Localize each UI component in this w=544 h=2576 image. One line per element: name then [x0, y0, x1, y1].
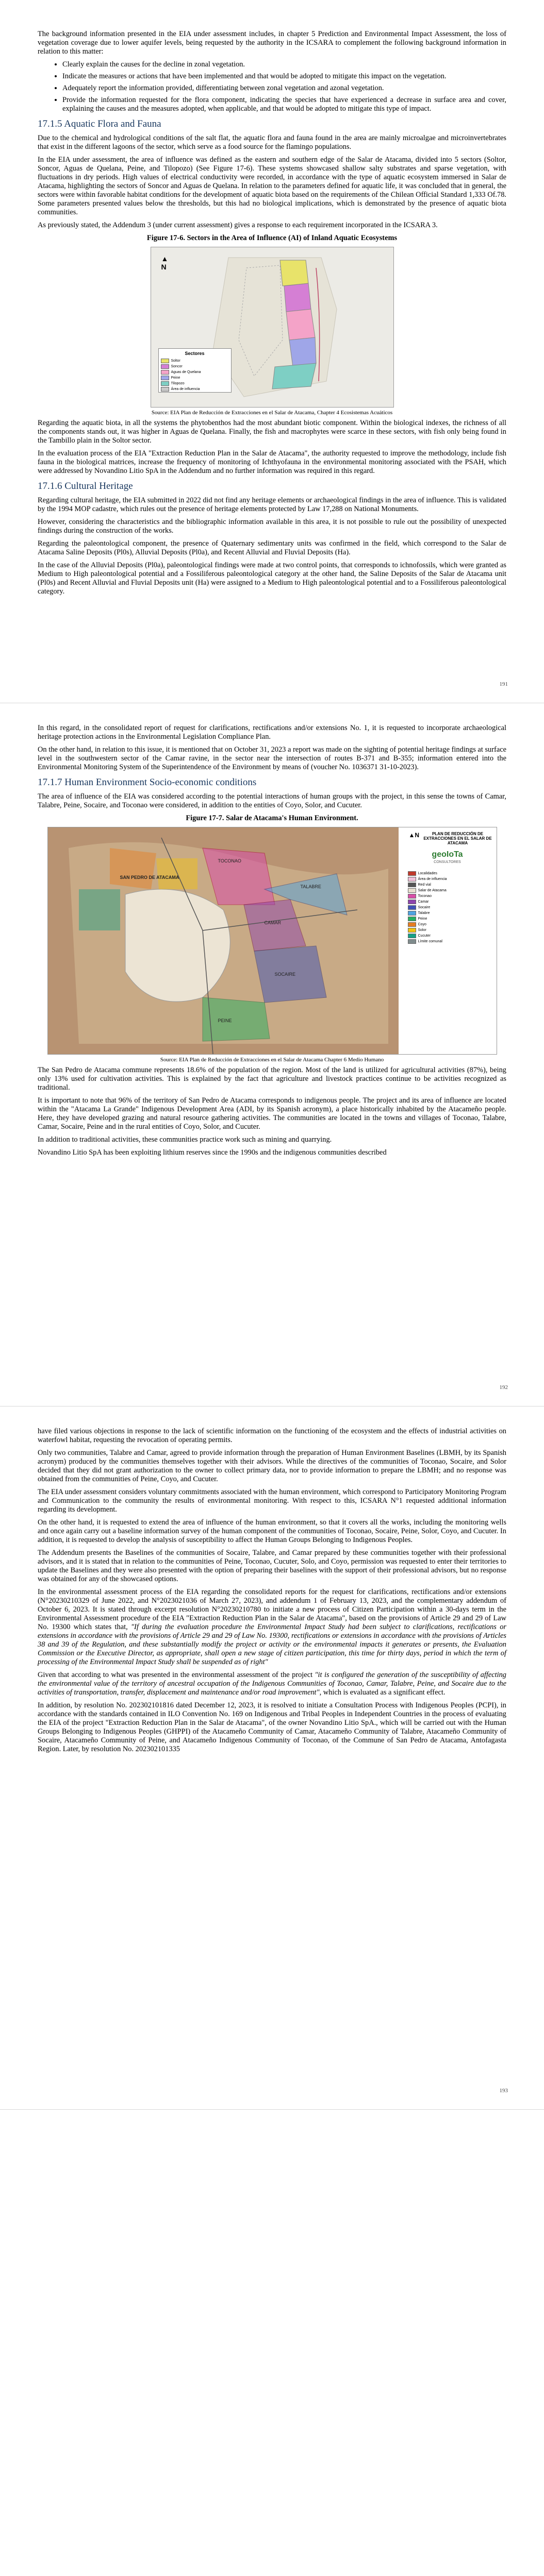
paragraph: Given that according to what was presented in the environmental assessment of the project "it is configured the generation of the susceptibility of affecting the environmental value of the territory of ancestral occupation of the Indigenous Communities of Toconao, Camar, Talabre, Peine, and Socaire due to the activities of transportation, transfer, displacement and maintenance and/or road improvement", which is evaluated as a significant effect.: [38, 1671, 506, 1697]
paragraph: On the other hand, in relation to this issue, it is mentioned that on October 31, 2023 a report was made on the sighting of potential heritage findings at surface level in the southwestern sector of the Camar ravine, in the sector near the intersection of routes B-371 and B-355; information entered into the Environmental Monitoring System of the Superintendence of the Environment by means of (voucher No. 1036371 31-10-2023).: [38, 745, 506, 771]
legend-item: Área de influencia: [159, 386, 231, 392]
sector-soltor: [280, 260, 308, 286]
paragraph: The San Pedro de Atacama commune represents 18.6% of the population of the region. Most of the land is utilized for agricultural activities (87%), being only 13% used for cultivation activities. This is explained by the fact that agriculture and livestock practices continue to be activities recognized as traditional.: [38, 1066, 506, 1092]
paragraph: The Addendum presents the Baselines of the communities of Socaire, Talabre, and Camar prepared by these communities together with their professional advisors, and it is stated that in relation to the communities of Peine, Toconao, Cucuter, Solo, and Coyo, permission was requested to enter their territories to update the Baselines and they were also presented with the option of preparing their baselines with the support of their professional advisors, but no response was obtained for any of the showcased options.: [38, 1549, 506, 1583]
town-label: SAN PEDRO DE ATACAMA: [120, 875, 179, 880]
list-item: • Clearly explain the causes for the decline in zonal vegetation.: [62, 60, 506, 69]
paragraph: In the EIA under assessment, the area of influence was defined as the eastern and southern edge of the Salar de Atacama, divided into 5 sectors (Soltor, Soncor, Aguas de Quelana, Peine, and Tilopozo) (See Figure 17-6). These systems showcased shallow salty substrates and sparse vegetation, with fluctuations in dry periods. High values of electrical conductivity were recorded, in accordance with the type of aquatic ecosystem immersed in Salar de Atacama, highlighting the sectors of Soncor and Aguas de Quelana. In relation to the parameters defined for aquatic life, it was concluded that in general, the sectors were within favorable habitat conditions for the development of aquatic biota based on the requirements of the Chilean Official Standard 1,333 Of.78. Some parameters presented values below the thresholds, but this had no biological implications, which is demonstrated by the presence of aquatic biota communities.: [38, 156, 506, 216]
paragraph: On the other hand, it is requested to extend the area of influence of the human environment, so that it covers all the works, including the monitoring wells and once again carry out a baseline information survey of the human component of the communities of Toconao, Socaire, Peine, Solor, Coyo, and Cucuter. In addition, it is requested to develop the analysis of susceptibility to affect the Human Groups Belonging to Indigenous Peoples.: [38, 1518, 506, 1544]
paragraph: As previously stated, the Addendum 3 (under current assessment) gives a response to each requirement incorporated in the ICSARA 3.: [38, 221, 438, 229]
legend-item: Salar de Atacama: [406, 888, 489, 893]
page-2: [0, 703, 544, 1406]
quoted-regulation: "If during the evaluation procedure the Environmental Impact Study had been subject to clarifications, rectifications or extensions in accordance with the provisions of Article 29 and 29 of Law No. 19300, rectifications or extensions in accordance with the provisions of Articles 38 and 39 of the Regulation, and these substantially modify the project or activity or the environmental impacts it generates or presents, the Evaluation Commission or the Executive Director, as appropriate, shall open a new stage of citizen participation, this time for thirty days, period in which the term of processing of the Environmental Impact Study shall be suspended as of right": [38, 1623, 506, 1666]
legend-item: Peine: [406, 916, 489, 922]
legend-item: Coyo: [406, 922, 489, 927]
list-item: • Provide the information requested for the flora component, indicating the species that have experienced a decrease in surface area and cover, explaining the causes and the measures adopted, when applicable, and that would be adopted to mitigate this type of impact.: [62, 96, 506, 113]
town-label: CAMAR: [264, 920, 282, 925]
paragraph: In the evaluation process of the EIA "Extraction Reduction Plan in the Salar de Atacama", the authority requested to improve the methodology, include fish fauna in the biological matrices, increase the frequency of monitoring of Ichthyofauna in the environmental monitoring associated with the PSAH, which were addressed by Novandino Litio SpA in the Addendum and no further information was required in this regard.: [38, 449, 506, 475]
legend-item: Socaire: [406, 905, 489, 910]
paragraph: In addition to traditional activities, these communities practice work such as mining and quarrying.: [38, 1136, 332, 1144]
north-arrow-icon: ▲ N: [161, 255, 169, 271]
list-item: • Indicate the measures or actions that have been implemented and that would be adopted to mitigate this impact on the vegetation.: [62, 72, 506, 81]
paragraph: In the case of the Alluvial Deposits (Pl0a), paleontological findings were made at two control points, that corresponds to ichnofossils, which were granted as Medium to High paleontological potential and a Fossiliferous paleontological category at the other hand, the Saline Deposits of the Salar de Atacama unit (Pl0s) and Recent Alluvial and Fluvial Deposits unit (Ha) were assigned to a Medium to High paleontological potential and to a Fossiliferous paleontological category.: [38, 561, 506, 596]
page-number: 192: [499, 1384, 508, 1391]
sector-soncor: [284, 283, 311, 312]
map-legend: [158, 348, 232, 393]
page-1-content: [38, 30, 506, 600]
page-3: [0, 1406, 544, 2110]
sector-aguas-de-quelana: [286, 309, 315, 340]
paragraph: Regarding the aquatic biota, in all the systems the phytobenthos had the most abundant biotic component. Within the biological indexes, the richness of all the components stands out, it was higher in Aguas de Quelana. Finally, the fish and macrophytes were scarce in these sectors, with fish only being found in the Tambillo plain in the Soltor sector.: [38, 419, 506, 445]
paragraph: Novandino Litio SpA has been exploiting lithium reserves since the 1990s and the indigenous communities described: [38, 1148, 387, 1157]
town-label: PEINE: [218, 1018, 232, 1023]
figure-source: Source: EIA Plan de Reducción de Extracciones en el Salar de Atacama, Chapter 4 Ecosistemas Acuáticos: [151, 410, 393, 416]
legend-item: Soncor: [159, 364, 231, 369]
paragraph: Only two communities, Talabre and Camar, agreed to provide information through the preparation of Human Environment Baselines (LBMH, by its Spanish acronym) produced by the communities themselves together with their advisors. While the directives of the communities of Toconao, Socaire, and Solor decided that they did not grant authorization to the owner to collect primary data, nor to provide information to prepare the LBMH; and no response was obtained from the communities of Peine, Coyo, and Cucuter.: [38, 1449, 506, 1483]
figure-title: Figure 17-6. Sectors in the Area of Influence (AI) of Inland Aquatic Ecosystems: [146, 234, 398, 242]
legend-item: Solor: [406, 927, 489, 933]
map-legend: [406, 871, 489, 944]
page-3-content: [38, 1427, 506, 1758]
legend-item: Área de influencia: [406, 876, 489, 882]
sector-peine: [289, 337, 316, 367]
page-4: [0, 2110, 544, 2576]
section-heading: 17.1.7 Human Environment Socio-economic conditions: [38, 777, 257, 788]
paragraph: The background information presented in the EIA under assessment includes, in chapter 5 Prediction and Environmental Impact Assessment, the loss of vegetation coverage due to lower aquifer levels, being requested by the authority in the ICSARA to complement the following background information in relation to this matter:: [38, 30, 506, 56]
town-label: SOCAIRE: [274, 972, 296, 977]
quoted-statement: "it is configured the generation of the susceptibility of affecting the environmental value of the territory of ancestral occupation of the Indigenous Communities of Toconao, Camar, Talabre, Peine, and Socaire due to the activities of transportation, transfer, displacement and maintenance and/or road improvement": [38, 1671, 506, 1697]
paragraph: However, considering the characteristics and the bibliographic information available in this area, it is not possible to rule out the possibility of unexpected findings during the construction of the works.: [38, 518, 506, 535]
paragraph: Regarding cultural heritage, the EIA submitted in 2022 did not find any heritage elements or archaeological findings in the area of influence. This is validated by the 1994 MOP cadastre, which rules out the presence of heritage elements protected by Law 17,288 on National Monuments.: [38, 496, 506, 513]
paragraph: It is important to note that 96% of the territory of San Pedro de Atacama corresponds to indigenous people. The project and its area of influence are located within the "Atacama La Grande" Indigenous Development Area (ADI, by its Spanish acronym), a place historically inhabited by the Atacameño people. Here, they have developed grazing and natural resource gathering activities. The communities are located in the towns and villages of Toconao, Talabre, Camar, Socaire, Peine and in the rural entities of Coyo, Solor, and Cucuter.: [38, 1096, 506, 1131]
section-heading: 17.1.6 Cultural Heritage: [38, 481, 133, 492]
town-label: TALABRE: [300, 884, 321, 889]
brand-logo: geoIoTa: [432, 850, 463, 859]
legend-item: Soltor: [159, 358, 231, 364]
figure-17-6-map: [151, 247, 394, 408]
paragraph: have filed various objections in response to the lack of scientific information on the functioning of the ecosystem and the effects of industrial activities on waterfowl habitat, requesting the revocation of operating permits.: [38, 1427, 506, 1444]
paragraph: The area of influence of the EIA was considered according to the potential interactions of human groups with the project, in this sense the towns of Camar, Talabre, Peine, Socaire, and Toconao were considered, in addition to the entities of Coyo, Solor, and Cucuter.: [38, 792, 506, 809]
paragraph: In the environmental assessment process of the EIA regarding the consolidated reports for the request for clarifications, rectifications and/or extensions (N°20230210329 of June 2022, and N°2023021036 of March 27, 2023), and addendum 1 of February 13, 2023, and the complementary addendum of October 6, 2023. It is stated through excerpt resolution N°20230210780 to initiate a new process of Citizen Participation within a 30-days term in the Environmental Assessment procedure of the EIA "Extraction Reduction Plan in the Salar de Atacama", based on the provisions of Article 29 and 29 of Law No. 19300 which states that, "If during the evaluation procedure the Environmental Impact Study had been subject to clarifications, rectifications or extensions in accordance with the provisions of Article 29 and 29 of Law No. 19300, rectifications or extensions in accordance with the provisions of Articles 38 and 39 of the Regulation, and these substantially modify the project or activity or the environmental impacts it generates or presents, the Evaluation Commission or the Executive Director, as appropriate, shall open a new stage of citizen participation, this time for thirty days, period in which the term of processing of the Environmental Impact Study shall be suspended as of right": [38, 1588, 506, 1666]
paragraph: In this regard, in the consolidated report of request for clarifications, rectifications and/or extensions No. 1, it is requested to incorporate archaeological heritage protection actions in the Environmental Legislation Compliance Plan.: [38, 724, 506, 741]
page-number: 191: [499, 681, 508, 687]
brand-subtitle: CONSULTORES: [434, 860, 461, 864]
salar-area: [125, 889, 230, 1002]
legend-item: Peine: [159, 375, 231, 381]
peine-territory: [203, 997, 270, 1041]
legend-item: Talabre: [406, 910, 489, 916]
north-arrow-icon: ▲N: [408, 832, 420, 839]
legend-item: Tilopozo: [159, 381, 231, 386]
solor-territory: [156, 858, 197, 889]
legend-item: Toconao: [406, 893, 489, 899]
coyo-territory: [110, 848, 156, 889]
page-2-content: [38, 724, 506, 1161]
cucuter-territory: [79, 889, 120, 930]
paragraph: In addition, by resolution No. 202302101816 dated December 12, 2023, it is resolved to initiate a Consultation Process with Indigenous Peoples (PCPI), in accordance with the standards contained in ILO Convention No. 169 on Indigenous and Tribal Peoples in Independent Countries in the process of evaluating the EIA of the project "Extraction Reduction Plan in the Salar de Atacama", of the owner Novandino Litio SpA., which will be carried out with the Human Groups Belonging to Indigenous Peoples (GHPPI) of the Atacameño Community of Camar, Atacameño Community of Talabre, Atacameño Community of Socaire, Atacameño Community of Peine, and Atacameño Indigenous Community of Toconao, of the Commune of San Pedro de Atacama, Antofagasta Region. Later, by resolution No. 202302101335: [38, 1701, 506, 1753]
map-panel-title: PLAN DE REDUCCIÓN DE EXTRACCIONES EN EL SALAR DE ATACAMA: [423, 832, 492, 845]
town-label: TOCONAO: [218, 858, 241, 863]
figure-17-7-map: [47, 827, 497, 1055]
paragraph: Due to the chemical and hydrological conditions of the salt flat, the aquatic flora and fauna found in the area are mainly microalgae and microinvertebrates that exist in the different lagoons of the sector, which serve as a food source for the flamingo populations.: [38, 134, 506, 151]
figure-title: Figure 17-7. Salar de Atacama's Human Environment.: [186, 814, 358, 822]
legend-item: Límite comunal: [406, 939, 489, 944]
legend-item: Cucuter: [406, 933, 489, 939]
page-1: [0, 0, 544, 703]
section-heading: 17.1.5 Aquatic Flora and Fauna: [38, 118, 161, 129]
request-list: [38, 60, 506, 113]
legend-item: Aguas de Quelana: [159, 369, 231, 375]
legend-item: Red vial: [406, 882, 489, 888]
legend-title: Sectores: [185, 351, 205, 356]
figure-source: Source: EIA Plan de Reducción de Extracciones en el Salar de Atacama Chapter 6 Medio Humano: [160, 1057, 384, 1063]
paragraph: The EIA under assessment considers voluntary commitments associated with the human environment, which correspond to Participatory Monitoring Program and Communication to the community the results of environmental monitoring. With respect to this, ICSARA N°1 requested additional information regarding its development.: [38, 1488, 506, 1514]
legend-item: Localidades: [406, 871, 489, 876]
sector-tilopozo: [272, 363, 316, 389]
list-item: • Adequately report the information provided, differentiating between zonal vegetation and azonal vegetation.: [62, 84, 506, 93]
page-number: 193: [499, 2088, 508, 2094]
paragraph: Regarding the paleontological component, the presence of Quaternary sedimentary units was confirmed in the field, which correspond to the Salar de Atacama Saline Deposits (Pl0s), Alluvial Deposits (Pl0a), and Recent Alluvial and Fluvial Deposits (Ha).: [38, 539, 506, 556]
legend-item: Camar: [406, 899, 489, 905]
